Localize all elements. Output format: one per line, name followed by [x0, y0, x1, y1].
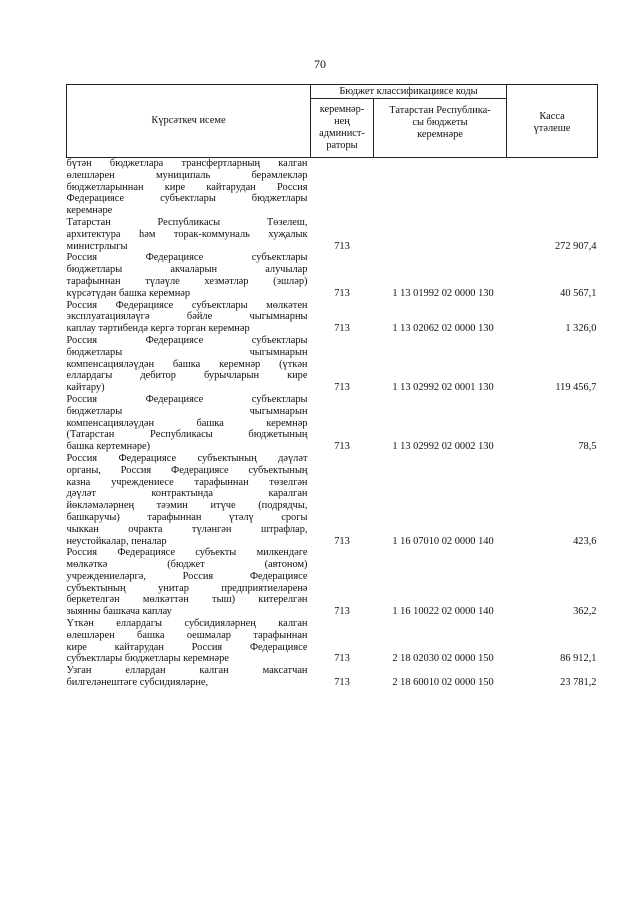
header-admin-line: раторы	[326, 139, 358, 151]
indicator-name	[67, 158, 311, 217]
indicator-name	[67, 335, 311, 394]
revenue-code: 1 13 02992 02 0001 130	[392, 382, 494, 394]
revenue-code: 1 13 02992 02 0002 130	[392, 441, 494, 453]
indicator-name-line: казна учреждениесе тарафыннан төзелгән	[66, 476, 308, 488]
header-admin-line: админист-	[319, 128, 365, 139]
indicator-name-line: бүтән бюджетлара трансфертларның калган	[66, 158, 308, 169]
page-number: 70	[314, 57, 326, 71]
indicator-name-line: Россия Федерациясе субъектлары мөлкәтен	[66, 299, 308, 311]
indicator-name-line: субъектлары бюджетлары керемнәре	[66, 653, 229, 665]
indicator-name-line: министрлыгы	[66, 240, 128, 252]
revenue-code: 2 18 60010 02 0000 150	[392, 677, 494, 689]
indicator-name-line: бюджетларыннан кире кайтарудан Россия	[66, 181, 308, 193]
indicator-name-line: дәүләт контрактында каралган	[66, 488, 308, 500]
indicator-name-line: бюджетлары чыгымнарын	[66, 405, 308, 417]
indicator-name-line: учреждениеләргә, Россия Федерациясе	[66, 570, 308, 582]
revenue-code	[374, 217, 507, 252]
indicator-name-line: Үткән еллардагы субсидияләрнең калган	[66, 618, 308, 630]
indicator-name-line: Россия Федерациясе субъектлары	[66, 334, 308, 346]
header-admin	[311, 99, 374, 158]
header-cash-line: үтәлеше	[533, 123, 571, 134]
revenue-code: 2 18 02030 02 0000 150	[392, 653, 494, 665]
table-row	[67, 335, 598, 394]
table-header	[67, 85, 598, 158]
admin-code: 713	[334, 382, 350, 394]
table-row	[67, 252, 598, 299]
indicator-name-line: (Татарстан Республикасы бюджетының	[66, 429, 308, 441]
indicator-name-line: мөлкәткә (бюджет (автоном)	[66, 559, 308, 571]
indicator-name-line: эксплуатацияләүгә бәйле чыгымнарны	[66, 311, 308, 323]
indicator-name	[67, 547, 311, 618]
indicator-name	[67, 300, 311, 335]
table-row	[67, 453, 598, 547]
table-row	[67, 618, 598, 665]
cash-amount	[507, 158, 598, 217]
table-row	[67, 217, 598, 252]
cash-amount: 78,5	[578, 441, 597, 453]
indicator-name-line: кайтару)	[66, 382, 105, 394]
revenue-code	[374, 158, 507, 217]
indicator-name-line: компенсацияләүдән башка керемнәр	[66, 417, 308, 429]
table-row	[67, 300, 598, 335]
indicator-name-line: органы, Россия Федерациясе субъектының	[66, 464, 308, 476]
admin-code: 713	[334, 535, 350, 547]
indicator-name-line: билгеләнештәге субсидияләрне,	[66, 677, 209, 689]
header-revenue-line: керемнәре	[417, 128, 463, 140]
indicator-name-line: өлешләрен муниципаль берәмлекләр	[66, 169, 308, 181]
admin-code: 713	[334, 441, 350, 453]
admin-code: 713	[334, 606, 350, 618]
indicator-name	[67, 217, 311, 252]
indicator-name-line: каплау тәртибендә кергә торган керемнәр	[66, 323, 250, 335]
indicator-name	[67, 394, 311, 453]
indicator-name-line: кире кайтарудан Россия Федерациясе	[66, 641, 308, 653]
header-admin-line: керемнәр-	[319, 104, 365, 116]
header-revenue-line: сы бюджеты	[412, 116, 468, 128]
cash-amount: 40 567,1	[560, 287, 597, 299]
indicator-name-line: өлешләрен башка оешмалар тарафыннан	[66, 629, 308, 641]
indicator-name-line: бюджетлары акчаларын алучылар	[66, 264, 308, 276]
header-revenue	[374, 99, 507, 158]
admin-code	[311, 158, 374, 217]
admin-code: 713	[334, 677, 350, 689]
header-cash	[507, 85, 598, 158]
indicator-name	[67, 665, 311, 689]
indicator-name-line: Россия Федерациясе субъекты милкендәге	[66, 547, 308, 559]
indicator-name-line: Федерациясе субъектлары бюджетлары	[66, 193, 308, 205]
indicator-name-line: Россия Федерациясе субъектының дәүләт	[66, 452, 308, 464]
header-admin-line: нең	[334, 116, 350, 128]
revenue-code: 1 13 02062 02 0000 130	[392, 323, 494, 335]
table-body	[67, 158, 598, 689]
indicator-name-line: субъектының унитар предприятиеләренә	[66, 582, 308, 594]
cash-amount: 1 326,0	[565, 323, 597, 335]
cash-amount: 86 912,1	[560, 653, 597, 665]
cash-amount: 23 781,2	[560, 677, 597, 689]
indicator-name-line: неустойкалар, пеналар	[66, 535, 167, 547]
indicator-name-line: күрсәтүдән башка керемнәр	[66, 287, 191, 299]
indicator-name	[67, 453, 311, 547]
indicator-name-line: Россия Федерациясе субъектлары	[66, 252, 308, 264]
admin-code: 713	[334, 323, 350, 335]
indicator-name-line: чыккан очракта түләнгән штрафлар,	[66, 523, 308, 535]
revenue-code: 1 13 01992 02 0000 130	[392, 287, 494, 299]
table-row	[67, 665, 598, 689]
indicator-name-line: башкаручы) тарафыннан үтәлү срогы	[66, 511, 308, 523]
header-group: Бюджет классификациясе коды	[311, 85, 507, 99]
admin-code: 713	[334, 240, 350, 252]
header-revenue-line: Татарстан Республика-	[389, 105, 491, 116]
indicator-name-line: башка кертемнәре)	[66, 441, 151, 453]
cash-amount: 119 456,7	[555, 382, 597, 394]
indicator-name-line: еллардагы дебитор бурычларын кире	[66, 370, 308, 382]
revenue-code: 1 16 07010 02 0000 140	[392, 535, 494, 547]
revenue-code: 1 16 10022 02 0000 140	[392, 606, 494, 618]
cash-amount: 272 907,4	[554, 240, 597, 252]
indicator-name-line: Татарстан Республикасы Төзелеш,	[66, 216, 308, 228]
table-row	[67, 158, 598, 217]
indicator-name-line: компенсацияләүдән башка керемнәр (үткән	[66, 358, 308, 370]
budget-table	[66, 84, 598, 689]
indicator-name-line: архитектура һәм торак-коммуналь хуҗалык	[66, 228, 308, 240]
cash-amount: 423,6	[573, 535, 597, 547]
indicator-name	[67, 252, 311, 299]
indicator-name-line: Узган еллардан калган максатчан	[66, 665, 308, 677]
indicator-name-line: йөкләмәләрнең тәэмин итүче (подрядчы,	[66, 500, 308, 512]
header-cash-line: Касса	[539, 111, 565, 123]
table-row	[67, 394, 598, 453]
indicator-name-line: Россия Федерациясе субъектлары	[66, 393, 308, 405]
indicator-name-line: тарафыннан түләүле хезмәтләр (эшләр)	[66, 275, 308, 287]
table-row	[67, 547, 598, 618]
cash-amount: 362,2	[573, 606, 597, 618]
header-indicator: Күрсәткеч исеме	[67, 85, 311, 158]
indicator-name-line: беркетелгән мөлкәттән тыш) китерелгән	[66, 594, 308, 606]
indicator-name-line: керемнәре	[66, 205, 113, 217]
indicator-name	[67, 618, 311, 665]
indicator-name-line: бюджетлары чыгымнарын	[66, 346, 308, 358]
admin-code: 713	[334, 653, 350, 665]
admin-code: 713	[334, 287, 350, 299]
indicator-name-line: зыянны башкача каплау	[66, 606, 172, 618]
